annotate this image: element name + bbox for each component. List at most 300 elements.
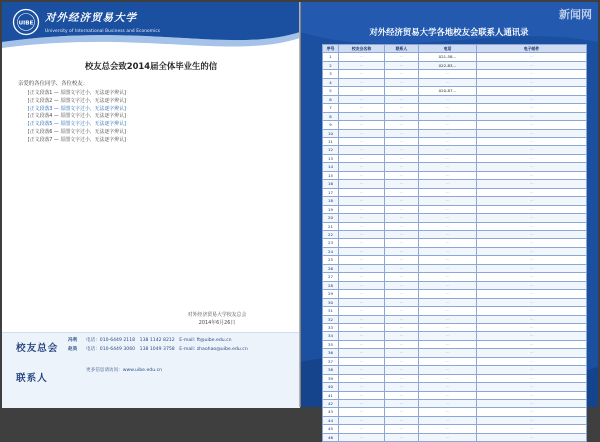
table-row — [323, 239, 587, 247]
table-row — [323, 163, 587, 171]
alumni-chapter-name: ··· — [339, 408, 385, 416]
row-number: 9 — [323, 121, 339, 129]
column-header: 电话 — [419, 45, 477, 53]
email-address: ··· — [477, 298, 587, 306]
contact-person: ··· — [385, 121, 419, 129]
email-address: ··· — [477, 273, 587, 281]
phone-number: ··· — [419, 70, 477, 78]
phone-number: ··· — [419, 374, 477, 382]
alumni-chapter-name: ··· — [339, 290, 385, 298]
contact-person: ··· — [385, 298, 419, 306]
row-number: 10 — [323, 129, 339, 137]
email-address: ··· — [477, 340, 587, 348]
contact-line — [68, 346, 296, 355]
contact-person: ··· — [385, 214, 419, 222]
row-number: 42 — [323, 400, 339, 408]
table-row — [323, 273, 587, 281]
letter-body — [18, 90, 290, 308]
table-row — [323, 290, 587, 298]
email-address: ··· — [477, 290, 587, 298]
alumni-chapter-name: ··· — [339, 222, 385, 230]
row-number: 38 — [323, 366, 339, 374]
phone-number: ··· — [419, 230, 477, 238]
phone-number: ··· — [419, 391, 477, 399]
phone-number: ··· — [419, 433, 477, 441]
table-row — [323, 400, 587, 408]
alumni-chapter-name: ··· — [339, 400, 385, 408]
letter-page — [2, 2, 300, 407]
contact-person: ··· — [385, 146, 419, 154]
contact-detail: 更多信息请访问：www.uibe.edu.cn — [86, 368, 163, 373]
email-address: ··· — [477, 332, 587, 340]
alumni-chapter-name: ··· — [339, 281, 385, 289]
table-row — [323, 188, 587, 196]
phone-number: ··· — [419, 340, 477, 348]
alumni-chapter-name: ··· — [339, 180, 385, 188]
email-address: ··· — [477, 78, 587, 86]
alumni-chapter-name: ··· — [339, 256, 385, 264]
contact-person: ··· — [385, 433, 419, 441]
letter-title: 校友总会致2014届全体毕业生的信 — [84, 61, 218, 71]
email-address: ··· — [477, 104, 587, 112]
phone-number: ··· — [419, 171, 477, 179]
contact-person: ··· — [385, 383, 419, 391]
row-number: 35 — [323, 340, 339, 348]
email-address: ··· — [477, 87, 587, 95]
alumni-chapter-name: ··· — [339, 307, 385, 315]
contact-group — [16, 337, 296, 371]
phone-number: ··· — [419, 307, 477, 315]
email-address: ··· — [477, 197, 587, 205]
contact-person: ··· — [385, 137, 419, 145]
table-row — [323, 53, 587, 61]
table-row — [323, 307, 587, 315]
contact-person: ··· — [385, 256, 419, 264]
contact-person: ··· — [385, 239, 419, 247]
contact-org-name: 联系人 — [16, 373, 48, 384]
contact-person: ··· — [385, 408, 419, 416]
column-header: 联系人 — [385, 45, 419, 53]
phone-number: ··· — [419, 383, 477, 391]
table-row — [323, 416, 587, 424]
row-number: 19 — [323, 205, 339, 213]
alumni-chapter-name: ··· — [339, 230, 385, 238]
contact-person: ··· — [385, 340, 419, 348]
email-address: ··· — [477, 264, 587, 272]
table-row — [323, 383, 587, 391]
email-address: ··· — [477, 239, 587, 247]
row-number: 36 — [323, 349, 339, 357]
directory-page — [300, 2, 598, 440]
alumni-chapter-name: ··· — [339, 205, 385, 213]
row-number: 21 — [323, 222, 339, 230]
email-address: ··· — [477, 129, 587, 137]
row-number: 26 — [323, 264, 339, 272]
phone-number: ··· — [419, 222, 477, 230]
contact-person: ··· — [385, 290, 419, 298]
contact-person: ··· — [385, 247, 419, 255]
phone-number: ··· — [419, 290, 477, 298]
alumni-chapter-name: ··· — [339, 349, 385, 357]
row-number: 46 — [323, 433, 339, 441]
email-address: ··· — [477, 154, 587, 162]
phone-number: ··· — [419, 315, 477, 323]
table-row — [323, 87, 587, 95]
table-row — [323, 340, 587, 348]
contact-detail: 电话：010-6449 2118 138 1142 8212 E-mail: ft@uibe.edu.cn — [86, 338, 232, 343]
row-number: 14 — [323, 163, 339, 171]
table-row — [323, 247, 587, 255]
table-row — [323, 214, 587, 222]
phone-number: ··· — [419, 264, 477, 272]
row-number: 40 — [323, 383, 339, 391]
row-number: 27 — [323, 273, 339, 281]
contact-person: ··· — [385, 95, 419, 103]
phone-number: ··· — [419, 78, 477, 86]
table-row — [323, 205, 587, 213]
email-address: ··· — [477, 205, 587, 213]
contact-person: ··· — [385, 61, 419, 69]
row-number: 24 — [323, 247, 339, 255]
alumni-chapter-name: ··· — [339, 137, 385, 145]
contact-person: ··· — [385, 349, 419, 357]
contact-person: ··· — [385, 197, 419, 205]
table-row — [323, 281, 587, 289]
email-address: ··· — [477, 400, 587, 408]
alumni-chapter-name: ··· — [339, 357, 385, 365]
email-address: ··· — [477, 171, 587, 179]
contact-person: ··· — [385, 205, 419, 213]
alumni-chapter-name: ··· — [339, 61, 385, 69]
email-address: ··· — [477, 214, 587, 222]
alumni-chapter-name: ··· — [339, 70, 385, 78]
letter-paragraph: [正文段落4 — 原图文字过小，无法逐字辨认] — [27, 113, 126, 120]
row-number: 8 — [323, 112, 339, 120]
row-number: 4 — [323, 78, 339, 86]
email-address: ··· — [477, 425, 587, 433]
contact-person: ··· — [385, 112, 419, 120]
table-row — [323, 137, 587, 145]
contact-line — [68, 337, 296, 346]
phone-number: ··· — [419, 332, 477, 340]
alumni-chapter-name: ··· — [339, 416, 385, 424]
contact-person: ··· — [385, 400, 419, 408]
table-body — [323, 53, 587, 442]
contact-person: ··· — [385, 129, 419, 137]
row-number: 2 — [323, 61, 339, 69]
table-row — [323, 256, 587, 264]
email-address: ··· — [477, 247, 587, 255]
alumni-chapter-name: ··· — [339, 95, 385, 103]
table-row — [323, 298, 587, 306]
alumni-chapter-name: ··· — [339, 332, 385, 340]
column-header: 电子邮件 — [477, 45, 587, 53]
alumni-chapter-name: ··· — [339, 197, 385, 205]
brochure-spread — [2, 2, 598, 440]
row-number: 39 — [323, 374, 339, 382]
contact-person: ··· — [385, 104, 419, 112]
contact-person: ··· — [385, 222, 419, 230]
table-row — [323, 129, 587, 137]
contact-person: ··· — [385, 154, 419, 162]
row-number: 25 — [323, 256, 339, 264]
email-address: ··· — [477, 433, 587, 441]
phone-number: ··· — [419, 121, 477, 129]
phone-number: 022-83… — [419, 61, 477, 69]
contact-lines — [68, 337, 296, 367]
email-address: ··· — [477, 137, 587, 145]
email-address: ··· — [477, 121, 587, 129]
contact-person: ··· — [385, 180, 419, 188]
phone-number: ··· — [419, 400, 477, 408]
alumni-chapter-name: ··· — [339, 188, 385, 196]
email-address: ··· — [477, 70, 587, 78]
alumni-chapter-name: ··· — [339, 264, 385, 272]
table-row — [323, 425, 587, 433]
phone-number: ··· — [419, 104, 477, 112]
contact-person: 冯利 — [68, 338, 78, 343]
alumni-chapter-name: ··· — [339, 171, 385, 179]
email-address: ··· — [477, 323, 587, 331]
row-number: 18 — [323, 197, 339, 205]
phone-number: ··· — [419, 112, 477, 120]
contact-lines — [68, 367, 296, 397]
row-number: 6 — [323, 95, 339, 103]
contact-person: 赵昊 — [68, 346, 78, 352]
table-row — [323, 433, 587, 441]
phone-number: ··· — [419, 247, 477, 255]
alumni-chapter-name: ··· — [339, 298, 385, 306]
contact-person: ··· — [385, 374, 419, 382]
row-number: 45 — [323, 425, 339, 433]
email-address: ··· — [477, 188, 587, 196]
table-row — [323, 349, 587, 357]
phone-number: ··· — [419, 408, 477, 416]
table-row — [323, 112, 587, 120]
table-row — [323, 146, 587, 154]
contact-person: ··· — [385, 391, 419, 399]
table-row — [323, 171, 587, 179]
phone-number: ··· — [419, 205, 477, 213]
row-number: 29 — [323, 290, 339, 298]
row-number: 7 — [323, 104, 339, 112]
table-row — [323, 121, 587, 129]
phone-number: 020-87… — [419, 87, 477, 95]
alumni-chapter-name: ··· — [339, 78, 385, 86]
email-address: ··· — [477, 366, 587, 374]
page-gutter — [299, 2, 301, 407]
table-row — [323, 332, 587, 340]
row-number: 28 — [323, 281, 339, 289]
email-address: ··· — [477, 222, 587, 230]
contact-person: ··· — [385, 264, 419, 272]
letter-paragraph: [正文段落3 — 原图文字过小，无法逐字辨认] — [27, 105, 126, 112]
email-address: ··· — [477, 374, 587, 382]
contact-line — [68, 367, 296, 376]
table-row — [323, 357, 587, 365]
alumni-chapter-name: ··· — [339, 374, 385, 382]
phone-number: 021-58… — [419, 53, 477, 61]
email-address: ··· — [477, 281, 587, 289]
alumni-chapter-name: ··· — [339, 104, 385, 112]
signature-date: 2014年6月26日 — [198, 320, 236, 326]
alumni-chapter-name: ··· — [339, 273, 385, 281]
email-address: ··· — [477, 391, 587, 399]
phone-number: ··· — [419, 366, 477, 374]
alumni-chapter-name: ··· — [339, 315, 385, 323]
row-number: 23 — [323, 239, 339, 247]
phone-number: ··· — [419, 416, 477, 424]
phone-number: ··· — [419, 323, 477, 331]
letter-paragraph: [正文段落5 — 原图文字过小，无法逐字辨认] — [27, 121, 126, 128]
contact-org-name: 校友总会 — [16, 343, 59, 354]
row-number: 32 — [323, 315, 339, 323]
alumni-chapter-name: ··· — [339, 214, 385, 222]
row-number: 31 — [323, 307, 339, 315]
contact-detail: 电话：010-6449 3060 138 1049 3758 E-mail: zhaohao@uibe.edu.cn — [86, 346, 248, 352]
letter-greeting: 亲爱的各位同学、各位校友： — [18, 81, 89, 87]
contact-person: ··· — [385, 416, 419, 424]
email-address: ··· — [477, 163, 587, 171]
table-row — [323, 374, 587, 382]
alumni-chapter-name: ··· — [339, 425, 385, 433]
email-address: ··· — [477, 307, 587, 315]
table-row — [323, 78, 587, 86]
table-row — [323, 323, 587, 331]
row-number: 13 — [323, 154, 339, 162]
directory-title: 对外经济贸易大学各地校友会联系人通讯录 — [369, 27, 529, 37]
contact-person: ··· — [385, 425, 419, 433]
email-address: ··· — [477, 357, 587, 365]
table-row — [323, 408, 587, 416]
row-number: 17 — [323, 188, 339, 196]
phone-number: ··· — [419, 298, 477, 306]
email-address: ··· — [477, 408, 587, 416]
university-name-cn: 对外经济贸易大学 — [45, 12, 137, 24]
email-address: ··· — [477, 53, 587, 61]
phone-number: ··· — [419, 357, 477, 365]
row-number: 33 — [323, 323, 339, 331]
contact-person: ··· — [385, 70, 419, 78]
alumni-chapter-name: ··· — [339, 121, 385, 129]
email-address: ··· — [477, 256, 587, 264]
alumni-chapter-name: ··· — [339, 340, 385, 348]
row-number: 34 — [323, 332, 339, 340]
contact-person: ··· — [385, 366, 419, 374]
letter-signature — [152, 311, 282, 329]
row-number: 11 — [323, 137, 339, 145]
alumni-chapter-name: ··· — [339, 163, 385, 171]
table-row — [323, 391, 587, 399]
table-row — [323, 61, 587, 69]
alumni-chapter-name: ··· — [339, 247, 385, 255]
row-number: 44 — [323, 416, 339, 424]
table-row — [323, 197, 587, 205]
phone-number: ··· — [419, 146, 477, 154]
email-address: ··· — [477, 349, 587, 357]
phone-number: ··· — [419, 95, 477, 103]
phone-number: ··· — [419, 281, 477, 289]
phone-number: ··· — [419, 129, 477, 137]
letter-paragraph: [正文段落1 — 原图文字过小，无法逐字辨认] — [27, 90, 126, 96]
row-number: 15 — [323, 171, 339, 179]
phone-number: ··· — [419, 163, 477, 171]
phone-number: ··· — [419, 154, 477, 162]
contact-person: ··· — [385, 188, 419, 196]
svg-text:UIBE: UIBE — [18, 20, 34, 27]
row-number: 3 — [323, 70, 339, 78]
phone-number: ··· — [419, 180, 477, 188]
table-row — [323, 315, 587, 323]
contact-person: ··· — [385, 78, 419, 86]
news-watermark: 新闻网 — [559, 8, 592, 21]
contact-person: ··· — [385, 230, 419, 238]
email-address: ··· — [477, 180, 587, 188]
table-row — [323, 180, 587, 188]
table-row — [323, 264, 587, 272]
alumni-chapter-name: ··· — [339, 154, 385, 162]
email-address: ··· — [477, 146, 587, 154]
contact-person: ··· — [385, 163, 419, 171]
contact-person: ··· — [385, 281, 419, 289]
row-number: 16 — [323, 180, 339, 188]
contact-person: ··· — [385, 357, 419, 365]
phone-number: ··· — [419, 239, 477, 247]
alumni-directory-table — [322, 44, 587, 442]
letter-paragraph: [正文段落2 — 原图文字过小，无法逐字辨认] — [27, 97, 126, 104]
university-logo — [12, 8, 212, 42]
row-number: 43 — [323, 408, 339, 416]
phone-number: ··· — [419, 349, 477, 357]
contact-group — [16, 367, 296, 401]
email-address: ··· — [477, 61, 587, 69]
column-header: 序号 — [323, 45, 339, 53]
email-address: ··· — [477, 383, 587, 391]
alumni-chapter-name: ··· — [339, 383, 385, 391]
letter-paragraph: [正文段落7 — 原图文字过小，无法逐字辨认] — [27, 136, 126, 143]
row-number: 20 — [323, 214, 339, 222]
contact-person: ··· — [385, 307, 419, 315]
row-number: 30 — [323, 298, 339, 306]
alumni-chapter-name: ··· — [339, 239, 385, 247]
row-number: 41 — [323, 391, 339, 399]
email-address: ··· — [477, 416, 587, 424]
alumni-chapter-name: ··· — [339, 366, 385, 374]
table-row — [323, 222, 587, 230]
table-header-row — [323, 45, 587, 53]
row-number: 5 — [323, 87, 339, 95]
phone-number: ··· — [419, 214, 477, 222]
alumni-chapter-name: ··· — [339, 87, 385, 95]
email-address: ··· — [477, 230, 587, 238]
contact-band — [2, 332, 300, 408]
alumni-chapter-name: ··· — [339, 323, 385, 331]
contact-person: ··· — [385, 332, 419, 340]
contact-person: ··· — [385, 53, 419, 61]
row-number: 37 — [323, 357, 339, 365]
table-row — [323, 95, 587, 103]
contact-person: ··· — [385, 323, 419, 331]
letter-paragraph: [正文段落6 — 原图文字过小，无法逐字辨认] — [27, 128, 126, 135]
contact-person: ··· — [385, 273, 419, 281]
alumni-chapter-name: ··· — [339, 146, 385, 154]
column-header: 校友会名称 — [339, 45, 385, 53]
alumni-chapter-name: ··· — [339, 391, 385, 399]
alumni-chapter-name: ··· — [339, 53, 385, 61]
email-address: ··· — [477, 315, 587, 323]
phone-number: ··· — [419, 137, 477, 145]
phone-number: ··· — [419, 188, 477, 196]
